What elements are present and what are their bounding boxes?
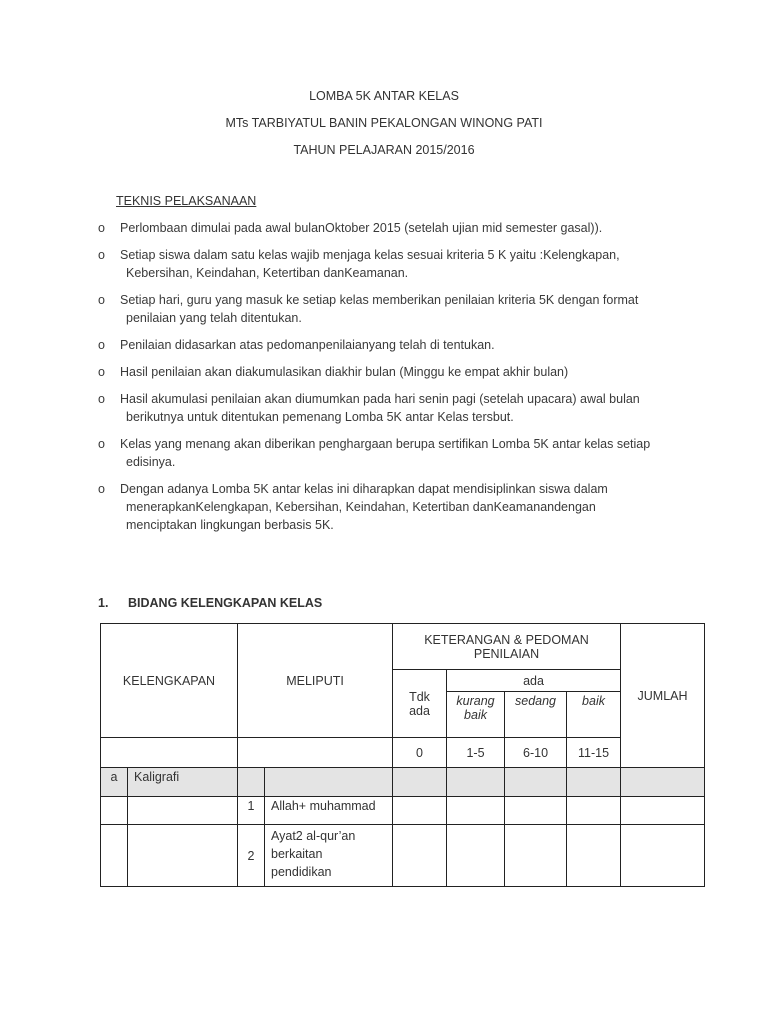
list-item [98,390,658,426]
row-name: Kaligrafi [128,768,238,797]
empty-cell [393,797,447,825]
empty-cell [567,797,621,825]
header-sedang: sedang [505,692,567,738]
header-ada: ada [447,670,621,692]
empty-cell [567,768,621,797]
empty-cell [621,797,705,825]
empty-cell [393,768,447,797]
header-meliputi: MELIPUTI [238,624,393,738]
list-item-text: Setiap hari, guru yang masuk ke setiap kelas memberikan penilaian kriteria 5K dengan format penilaian yang telah ditentukan. [120,293,639,325]
empty-cell [265,768,393,797]
empty-cell [447,797,505,825]
empty-cell [505,768,567,797]
bullet-icon: o [98,248,105,262]
list-item [98,435,658,471]
bullet-icon: o [98,293,105,307]
list-item [98,363,658,381]
score-sedang: 6-10 [505,738,567,768]
list-item [98,480,658,534]
list-item-text: Hasil akumulasi penilaian akan diumumkan pada hari senin pagi (setelah upacara) awal bulan berikutnya untuk ditentukan pemenang Lomba 5K antar Kelas tersbut. [120,392,640,424]
header-baik: baik [567,692,621,738]
row-item: Ayat2 al-qur’an berkaitan pendidikan [265,825,393,887]
header-keterangan: KETERANGAN & PEDOMAN PENILAIAN [393,624,621,670]
bullet-icon: o [98,365,105,379]
empty-cell [447,825,505,887]
score-kurang-baik: 1-5 [447,738,505,768]
score-baik: 11-15 [567,738,621,768]
list-item-text: Penilaian didasarkan atas pedomanpenilaianyang telah di tentukan. [120,338,495,352]
header-jumlah: JUMLAH [621,624,705,768]
row-item: Allah+ muhammad [265,797,393,825]
teknis-list [98,219,658,543]
bullet-icon: o [98,221,105,235]
empty-cell [447,768,505,797]
row-number: 1 [238,797,265,825]
empty-cell [128,797,238,825]
empty-cell [238,768,265,797]
empty-cell [238,738,393,768]
list-item-text: Hasil penilaian akan diakumulasikan diakhir bulan (Minggu ke empat akhir bulan) [120,365,569,379]
empty-cell [621,768,705,797]
empty-cell [128,825,238,887]
row-number: 2 [238,825,265,887]
bullet-icon: o [98,482,105,496]
assessment-table [100,623,705,887]
bullet-icon: o [98,392,105,406]
empty-cell [393,825,447,887]
table-row [101,825,705,887]
empty-cell [101,738,238,768]
bullet-icon: o [98,338,105,352]
title-competition: LOMBA 5K ANTAR KELAS [309,89,459,103]
empty-cell [101,797,128,825]
list-item-text: Kelas yang menang akan diberikan penghargaan berupa sertifikan Lomba 5K antar kelas setiap edisinya. [120,437,651,469]
header-tdk-ada: Tdk ada [393,670,447,738]
list-item [98,219,658,237]
list-item [98,291,658,327]
table-row [101,768,705,797]
list-item-text: Setiap siswa dalam satu kelas wajib menjaga kelas sesuai kriteria 5 K yaitu :Kelengkapan, Kebersihan, Keindahan, Ketertiban danKeamanan. [120,248,620,280]
table-row [101,797,705,825]
empty-cell [505,825,567,887]
list-item [98,336,658,354]
title-year: TAHUN PELAJARAN 2015/2016 [293,143,475,157]
teknis-heading: TEKNIS PELAKSANAAN [116,194,257,208]
empty-cell [505,797,567,825]
empty-cell [101,825,128,887]
row-letter: a [101,768,128,797]
section-title: BIDANG KELENGKAPAN KELAS [128,596,323,610]
empty-cell [567,825,621,887]
score-tdk-ada: 0 [393,738,447,768]
list-item [98,246,658,282]
header-kurang-baik: kurang baik [447,692,505,738]
bullet-icon: o [98,437,105,451]
empty-cell [621,825,705,887]
list-item-text: Dengan adanya Lomba 5K antar kelas ini diharapkan dapat mendisiplinkan siswa dalam menerapkanKelengkapan, Kebersihan, Keindahan, Ketertiban danKeamanandengan menciptakan lingkungan berbasis 5K. [120,482,608,532]
section-heading [98,596,322,610]
header-kelengkapan: KELENGKAPAN [101,624,238,738]
list-item-text: Perlombaan dimulai pada awal bulanOktober 2015 (setelah ujian mid semester gasal)). [120,221,603,235]
title-school: MTs TARBIYATUL BANIN PEKALONGAN WINONG PATI [225,116,543,130]
section-number: 1. [98,596,109,610]
